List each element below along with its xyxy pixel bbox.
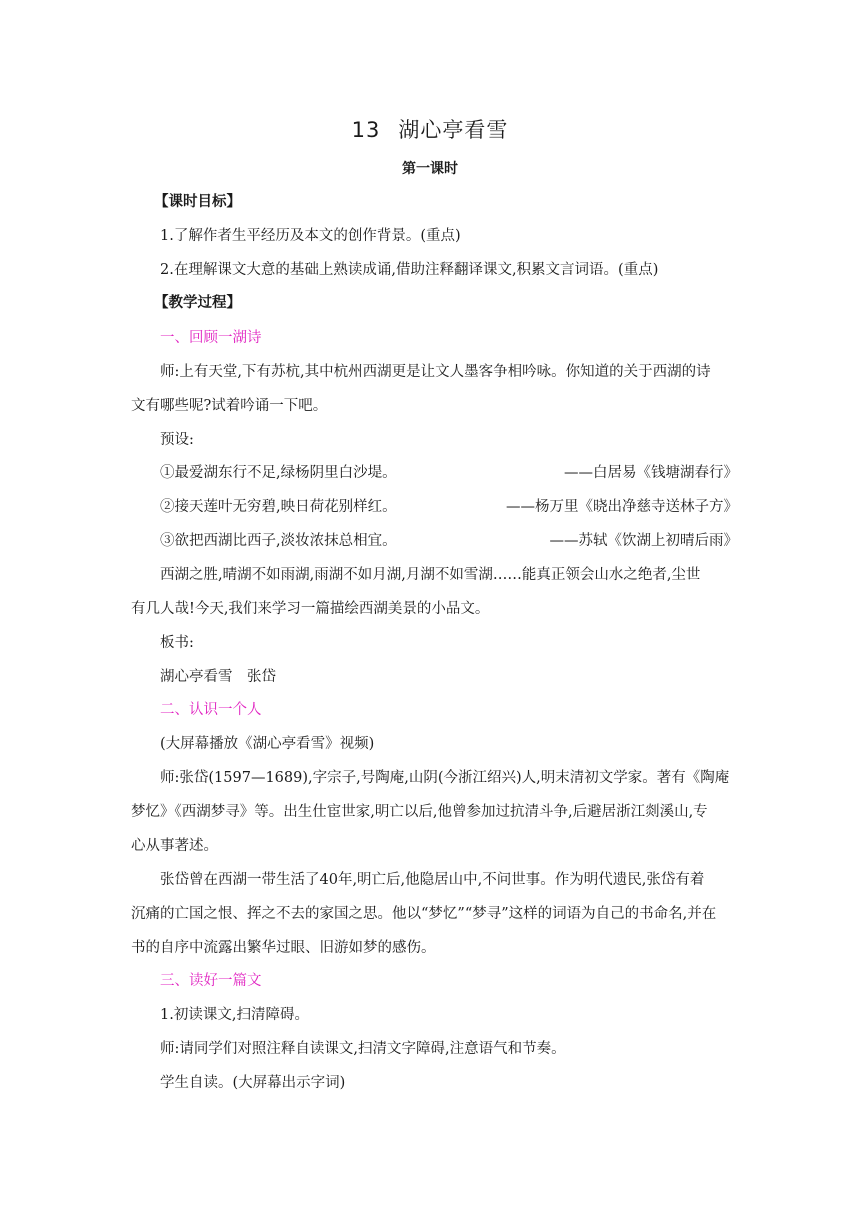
poem-line [160,461,738,482]
preset-label: 预设: [160,432,194,448]
section-heading: 三、读好一篇文 [160,973,262,989]
section-heading: 二、认识一个人 [160,702,262,718]
poem-source: ——苏轼《饮湖上初晴后雨》 [549,533,738,549]
poem-line [160,529,738,550]
process-heading: 【教学过程】 [154,294,241,311]
paragraph-line: 师:请同学们对照注释自读课文,扫清文字障碍,注意语气和节奏。 [160,1041,566,1057]
objective-item: 2.在理解课文大意的基础上熟读成诵,借助注释翻译课文,积累文言词语。(重点) [160,262,659,278]
paragraph-line: 师:上有天堂,下有苏杭,其中杭州西湖更是让文人墨客争相吟咏。你知道的关于西湖的诗 [160,364,711,380]
paragraph-line: 学生自读。(大屏幕出示字词) [160,1075,346,1091]
poem-source: ——杨万里《晓出净慈寺送林子方》 [506,499,738,515]
board-label: 板书: [160,635,194,651]
objectives-heading: 【课时目标】 [154,193,241,210]
poem-source: ——白居易《钱塘湖春行》 [564,465,738,481]
section-heading: 一、回顾一湖诗 [160,330,262,346]
page-subtitle: 第一课时 [402,161,458,177]
paragraph-line: 张岱曾在西湖一带生活了40年,明亡后,他隐居山中,不问世事。作为明代遗民,张岱有着 [160,872,705,888]
lesson-number: 13 [351,118,381,142]
page-title [0,114,860,144]
paragraph-line: 有几人哉!今天,我们来学习一篇描绘西湖美景的小品文。 [131,601,490,617]
paragraph-line: 书的自序中流露出繁华过眼、旧游如梦的感伤。 [131,940,436,956]
paragraph-line: 心从事著述。 [131,838,218,854]
poem-verse: ②接天莲叶无穷碧,映日荷花别样红。 [160,499,397,515]
poem-verse: ①最爱湖东行不足,绿杨阴里白沙堤。 [160,465,397,481]
poem-verse: ③欲把西湖比西子,淡妆浓抹总相宜。 [160,533,397,549]
board-text: 湖心亭看雪 张岱 [160,669,276,685]
poem-line [160,495,738,516]
paragraph-line: 师:张岱(1597—1689),字宗子,号陶庵,山阴(今浙江绍兴)人,明末清初文学家。著有《陶庵 [160,770,730,786]
paragraph-line: 梦忆》《西湖梦寻》等。出生仕宦世家,明亡以后,他曾参加过抗清斗争,后避居浙江剡溪山,专 [131,804,708,820]
paragraph-line: 文有哪些呢?试着吟诵一下吧。 [131,398,328,414]
lesson-title: 湖心亭看雪 [398,118,509,142]
paragraph-line: 西湖之胜,晴湖不如雨湖,雨湖不如月湖,月湖不如雪湖……能真正领会山水之绝者,尘世 [160,567,701,583]
paragraph-line: (大屏幕播放《湖心亭看雪》视频) [160,736,375,752]
paragraph-line: 沉痛的亡国之恨、挥之不去的家国之思。他以“梦忆”“梦寻”这样的词语为自己的书命名,并在 [131,906,717,922]
paragraph-line: 1.初读课文,扫清障碍。 [160,1007,309,1023]
objective-item: 1.了解作者生平经历及本文的创作背景。(重点) [160,228,461,244]
